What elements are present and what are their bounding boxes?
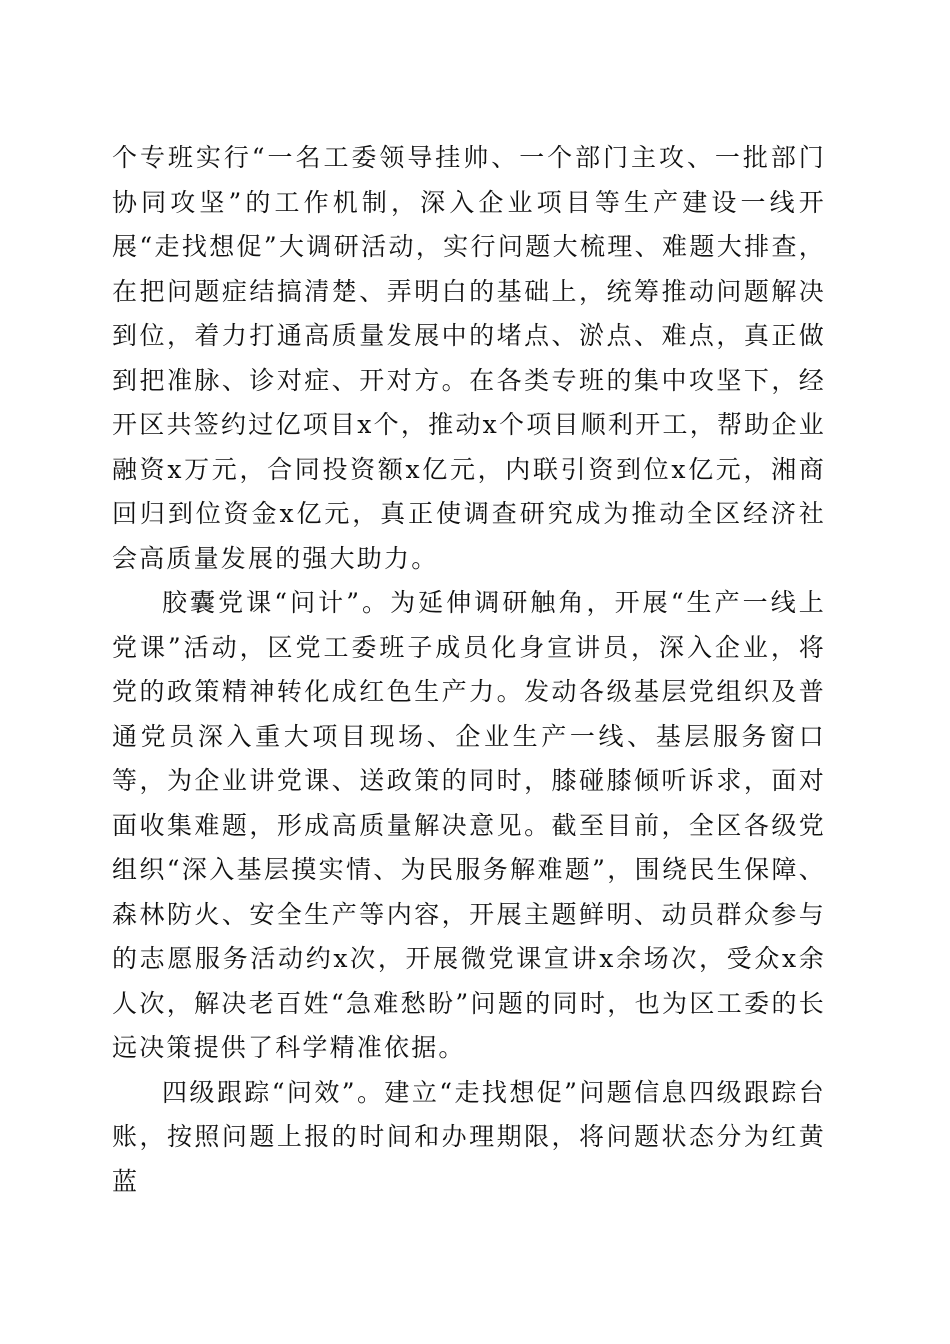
paragraph-special-task-force: 个专班实行“一名工委领导挂帅、一个部门主攻、一批部门协同攻坚”的工作机制，深入企业项目等生产建设一线开展“走找想促”大调研活动，实行问题大梳理、难题大排查，在把问题症结搞清楚、弄明白的基础上，统筹推动问题解决到位，着力打通高质量发展中的堵点、淤点、难点，真正做到把准脉、诊对症、开对方。在各类专班的集中攻坚下，经开区共签约过亿项目x个，推动x个项目顺利开工，帮助企业融资x万元，合同投资额x亿元，内联引资到位x亿元，湘商回归到位资金x亿元，真正使调查研究成为推动全区经济社会高质量发展的强大助力。	[112, 143, 826, 573]
paragraph-four-level-tracking: 四级跟踪“问效”。建立“走找想促”问题信息四级跟踪台账，按照问题上报的时间和办理期限，将问题状态分为红黄蓝	[112, 1077, 826, 1196]
document-body	[112, 136, 826, 1204]
paragraph-capsule-party-lecture: 胶囊党课“问计”。为延伸调研触角，开展“生产一线上党课”活动，区党工委班子成员化身宣讲员，深入企业，将党的政策精神转化成红色生产力。发动各级基层党组织及普通党员深入重大项目现场、企业生产一线、基层服务窗口等，为企业讲党课、送政策的同时，膝碰膝倾听诉求，面对面收集难题，形成高质量解决意见。截至目前，全区各级党组织“深入基层摸实情、为民服务解难题”，围绕民生保障、森林防火、安全生产等内容，开展主题鲜明、动员群众参与的志愿服务活动约x次，开展微党课宣讲x余场次，受众x余人次，解决老百姓“急难愁盼”问题的同时，也为区工委的长远决策提供了科学精准依据。	[112, 588, 826, 1062]
